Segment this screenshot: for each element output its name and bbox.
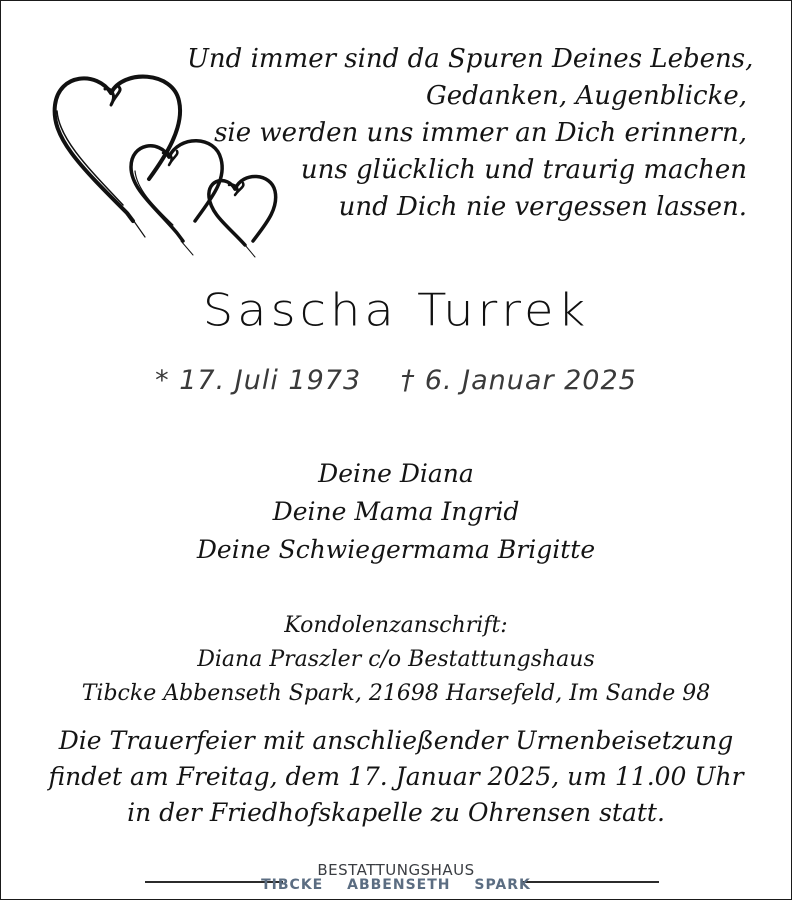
death-date: † 6. Januar 2025 — [400, 365, 637, 396]
service-line: in der Friedhofskapelle zu Ohrensen statt. — [127, 798, 665, 827]
poem-line: Gedanken, Augenblicke, — [425, 81, 747, 111]
logo-word: SPARK — [474, 877, 531, 893]
poem — [187, 41, 754, 226]
family-line: Deine Diana — [318, 459, 474, 488]
poem-line: und Dich nie vergessen lassen. — [338, 192, 747, 222]
condolence-line: Tibcke Abbenseth Spark, 21698 Harsefeld, Im Sande 98 — [81, 681, 711, 706]
condolence-line: Diana Praszler c/o Bestattungshaus — [197, 647, 595, 672]
condolence-address — [1, 609, 791, 711]
poem-line: uns glücklich und traurig machen — [300, 155, 747, 185]
logo-top-text: BESTATTUNGSHAUS — [317, 861, 475, 879]
service-line: Die Trauerfeier mit anschließender Urnenbeisetzung — [58, 726, 734, 755]
birth-date: * 17. Juli 1973 — [155, 365, 362, 396]
deceased-name: Sascha Turrek — [202, 285, 590, 337]
family-line: Deine Schwiegermama Brigitte — [196, 535, 596, 564]
poem-line: sie werden uns immer an Dich erinnern, — [214, 118, 747, 148]
logo-word: ABBENSETH — [347, 877, 451, 893]
condolence-line: Kondolenzanschrift: — [284, 613, 508, 638]
life-dates — [1, 365, 791, 396]
logo-bottom-text — [1, 877, 791, 893]
funeral-service-info — [1, 723, 791, 831]
service-line: findet am Freitag, dem 17. Januar 2025, um 11.00 Uhr — [48, 762, 744, 791]
funeral-home-logo — [1, 859, 791, 897]
logo-word: TIBCKE — [261, 877, 324, 893]
family-signatures — [1, 455, 791, 569]
poem-line: Und immer sind da Spuren Deines Lebens, — [187, 44, 754, 74]
family-line: Deine Mama Ingrid — [272, 497, 520, 526]
